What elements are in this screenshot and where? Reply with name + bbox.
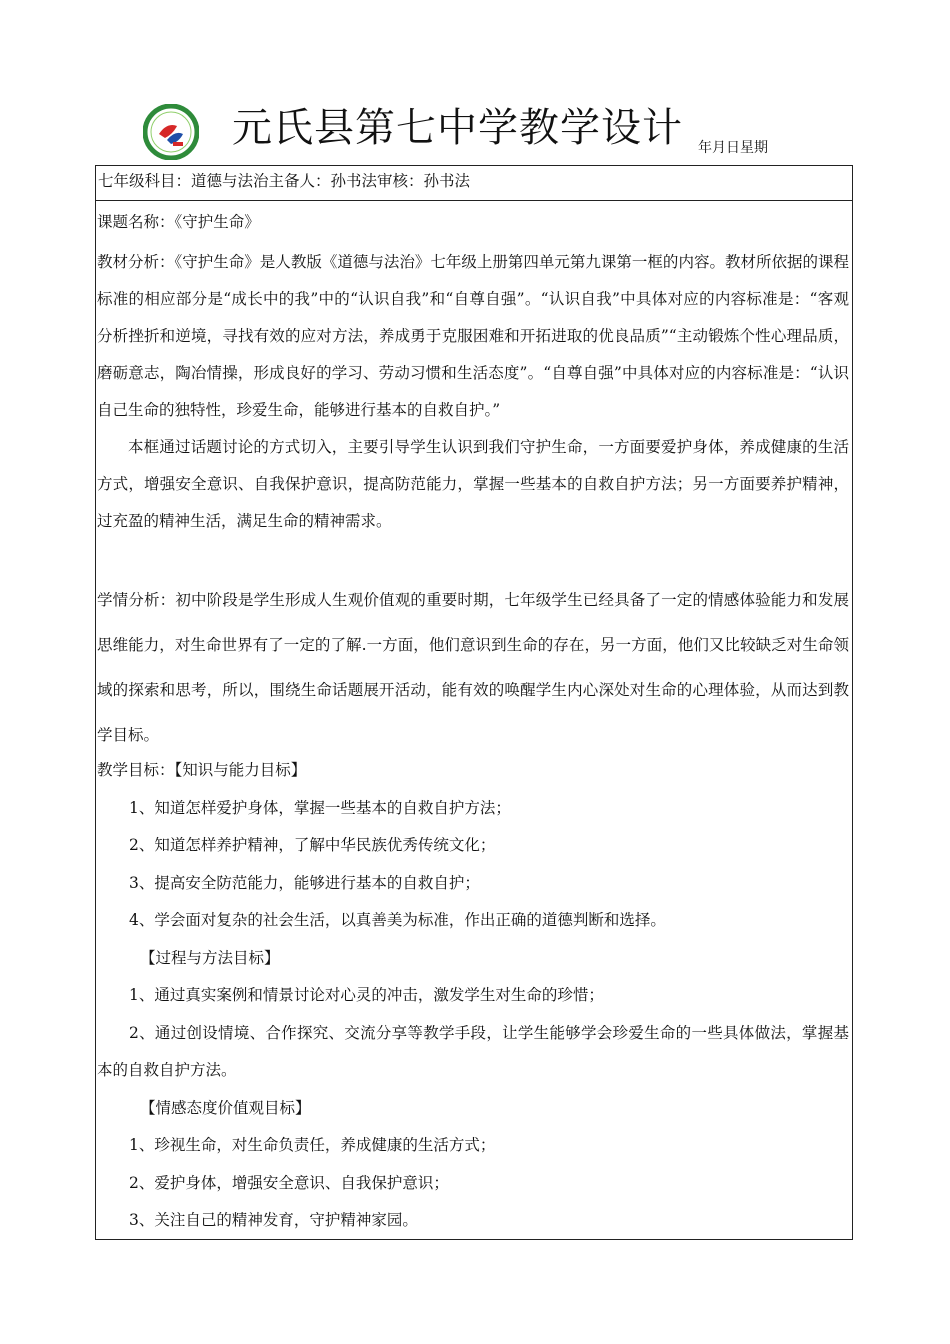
document-title: 元氏县第七中学教学设计 <box>232 105 683 151</box>
info-row: 七年级科目：道德与法治主备人：孙书法审核：孙书法 <box>96 166 852 201</box>
school-logo <box>143 104 199 160</box>
date-line: 年月日星期 <box>698 140 768 156</box>
topic-line: 课题名称：《守护生命》 <box>97 213 260 231</box>
knowledge-objective-3: 3、提高安全防范能力，能够进行基本的自救自护； <box>129 873 480 892</box>
emotion-objective-1: 1、珍视生命，对生命负责任，养成健康的生活方式； <box>129 1136 496 1154</box>
objectives-section <box>97 752 849 1240</box>
objectives-heading: 教学目标：【知识与能力目标】 <box>97 761 307 779</box>
emotion-heading: 【情感态度价值观目标】 <box>140 1098 311 1117</box>
knowledge-objective-4: 4、学会面对复杂的社会生活，以真善美为标准，作出正确的道德判断和选择。 <box>129 911 666 929</box>
student-analysis-paragraph: 学情分析：初中阶段是学生形成人生观价值观的重要时期，七年级学生已经具备了一定的情感体验能力和发展思维能力，对生命世界有了一定的了解.一方面，他们意识到生命的存在，另一方面，他们又比较缺乏对生命领域的探索和思考，所以，围绕生命话题展开活动，能有效的唤醒学生内心深处对生命的心理体验，从而达到教学目标。 <box>97 591 849 744</box>
lesson-plan-table <box>95 165 853 1240</box>
emotion-objective-2: 2、爱护身体，增强安全意识、自我保护意识； <box>129 1173 449 1192</box>
process-objective-1: 1、通过真实案例和情景讨论对心灵的冲击，激发学生对生命的珍惜； <box>129 986 604 1004</box>
material-analysis-paragraph-2: 本框通过话题讨论的方式切入，主要引导学生认识到我们守护生命，一方面要爱护身体，养成健康的生活方式，增强安全意识、自我保护意识，提高防范能力，掌握一些基本的自救自护方法；另一方面要养护精神，过充盈的精神生活，满足生命的精神需求。 <box>97 438 849 530</box>
material-analysis-section <box>97 244 849 540</box>
process-objective-2: 2、通过创设情境、合作探究、交流分享等教学手段，让学生能够学会珍爱生命的一些具体做法，掌握基本的自救自护方法。 <box>97 1023 849 1079</box>
process-heading: 【过程与方法目标】 <box>140 948 280 967</box>
material-analysis-paragraph: 教材分析：《守护生命》是人教版《道德与法治》七年级上册第四单元第九课第一框的内容。教材所依据的课程标准的相应部分是“成长中的我”中的“认识自我”和“自尊自强”。“认识自我”中具体对应的内容标准是：“客观分析挫折和逆境，寻找有效的应对方法，养成勇于克服困难和开拓进取的优良品质”“主动锻炼个性心理品质，磨砺意志，陶冶情操，形成良好的学习、劳动习惯和生活态度”。“自尊自强”中具体对应的内容标准是：“认识自己生命的独特性，珍爱生命，能够进行基本的自救自护。” <box>97 253 849 419</box>
emotion-objective-3: 3、关注自己的精神发育，守护精神家园。 <box>129 1211 418 1229</box>
knowledge-objective-1: 1、知道怎样爱护身体，掌握一些基本的自救自护方法； <box>129 798 511 817</box>
student-analysis-section <box>97 578 849 758</box>
topic-section <box>97 207 849 237</box>
knowledge-objective-2: 2、知道怎样养护精神，了解中华民族优秀传统文化； <box>129 836 496 854</box>
